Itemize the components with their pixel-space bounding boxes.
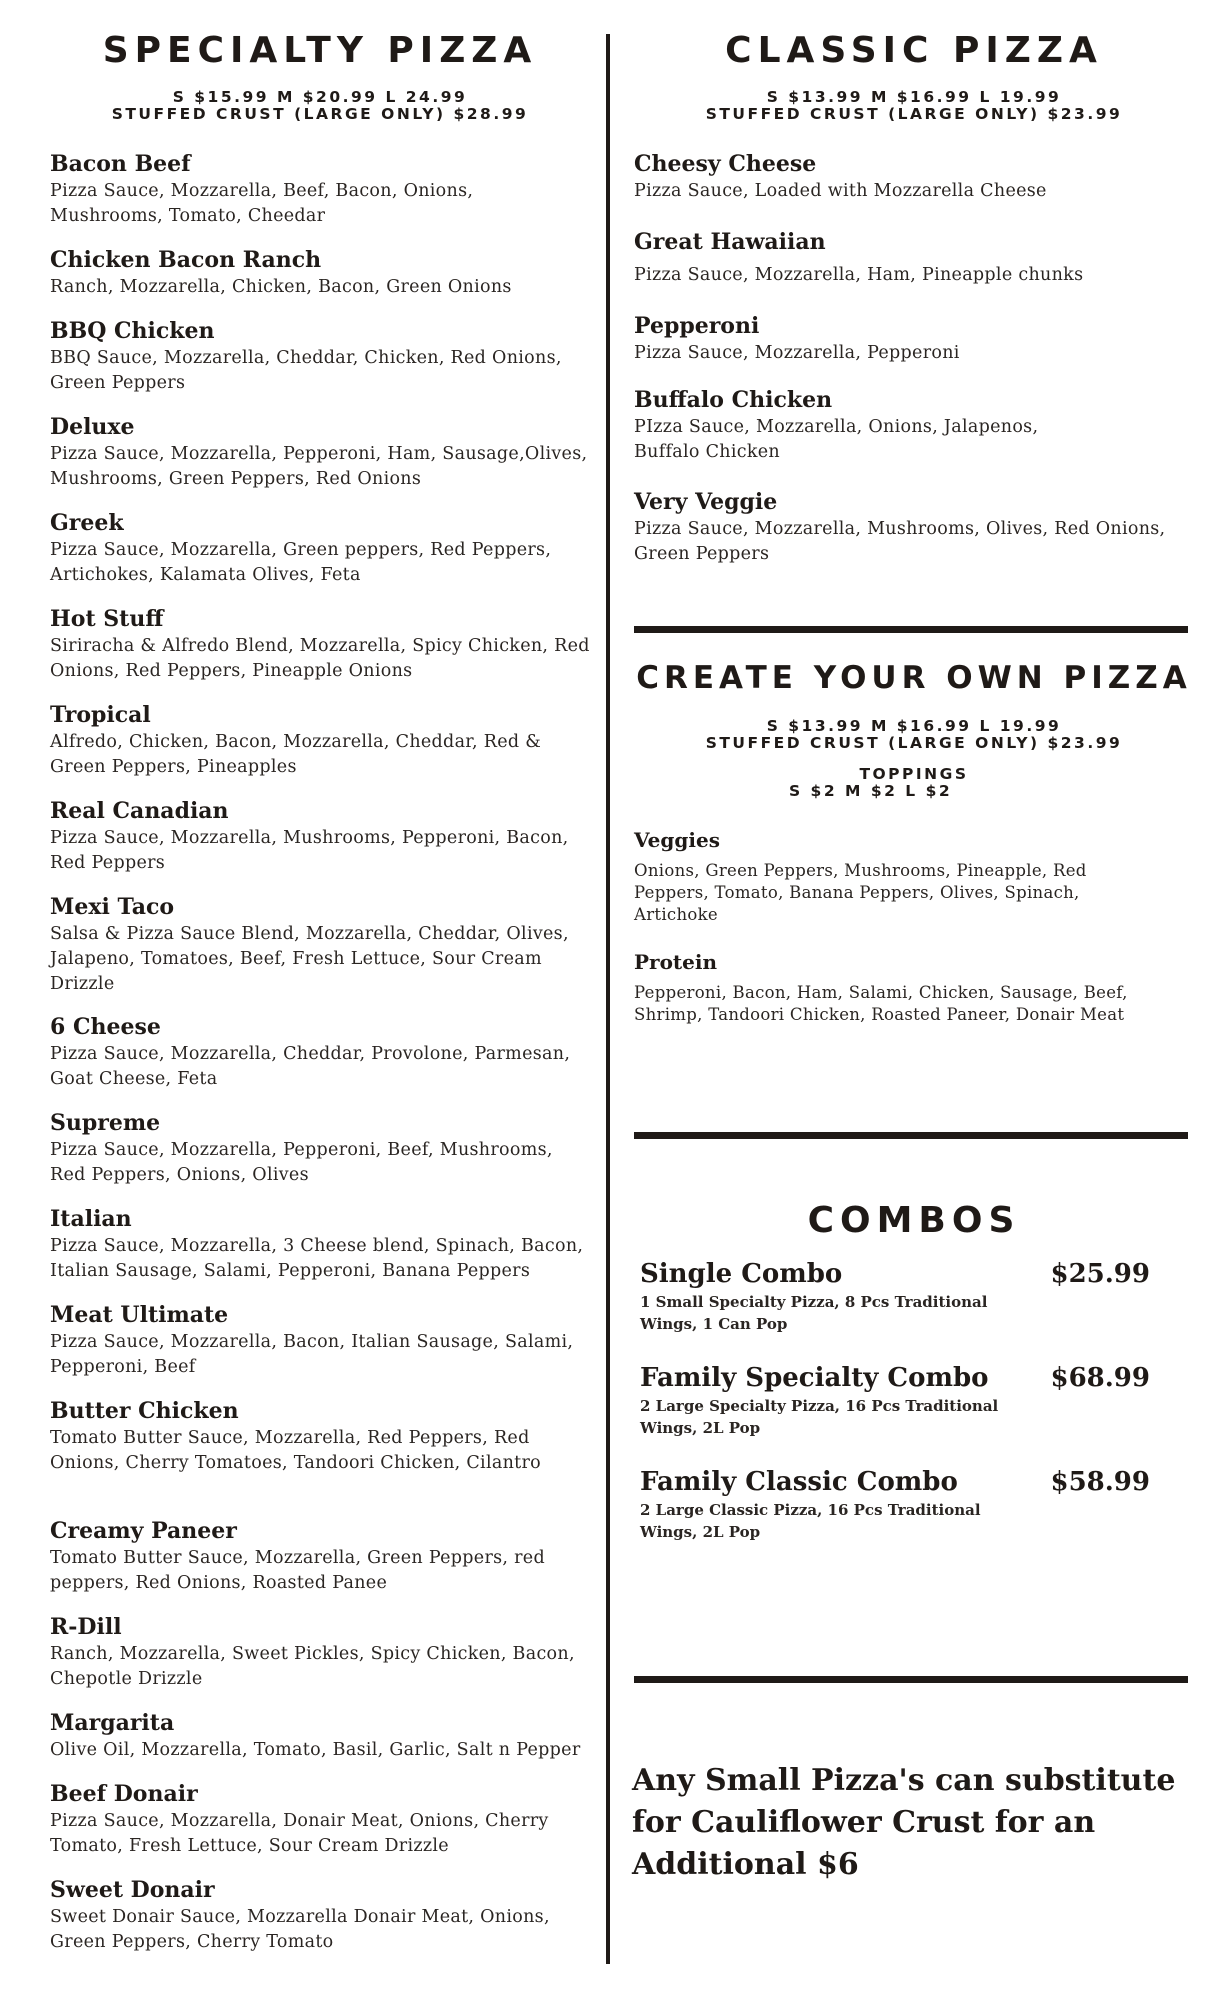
toppings-prices: S $2 M $2 L $2 <box>789 782 953 800</box>
item-desc: Olive Oil, Mozzarella, Tomato, Basil, Garlic, Salt n Pepper <box>50 1740 581 1760</box>
cauliflower-crust-note: Any Small Pizza's can substitute for Cauliflower Crust for an Additional $6 <box>632 1763 1176 1882</box>
combo-name: Family Specialty Combo <box>640 1363 989 1393</box>
combo-price: $68.99 <box>1050 1363 1150 1393</box>
menu-item <box>50 1396 590 1516</box>
section-divider <box>634 1132 1188 1139</box>
item-desc: Sweet Donair Sauce, Mozzarella Donair Meat, Onions, Green Peppers, Cherry Tomato <box>50 1907 550 1952</box>
menu-item <box>50 796 590 892</box>
item-name: Real Canadian <box>50 798 229 824</box>
item-desc: PIzza Sauce, Mozzarella, Onions, Jalapenos, Buffalo Chicken <box>634 417 1039 462</box>
create-stuffed-price: STUFFED CRUST (LARGE ONLY) $23.99 <box>705 734 1123 752</box>
menu-item <box>50 1012 590 1108</box>
item-desc: Pizza Sauce, Mozzarella, Ham, Pineapple chunks <box>634 265 1084 285</box>
menu-item <box>50 245 590 316</box>
item-desc: Pizza Sauce, Mozzarella, Mushrooms, Olives, Red Onions, Green Peppers <box>634 519 1166 564</box>
menu-item <box>50 1108 590 1204</box>
item-name: Cheesy Cheese <box>634 151 817 177</box>
item-name: Supreme <box>50 1110 161 1136</box>
item-desc: Pizza Sauce, Mozzarella, Green peppers, Red Peppers, Artichokes, Kalamata Olives, Feta <box>50 540 552 585</box>
combos-title: COMBOS <box>807 1200 1021 1241</box>
combo-price: $25.99 <box>1050 1259 1150 1289</box>
combo-price: $58.99 <box>1050 1467 1150 1497</box>
create-prices: S $13.99 M $16.99 L 19.99 <box>766 717 1062 735</box>
item-name: Pepperoni <box>634 313 760 339</box>
toppings-label: TOPPINGS <box>859 765 969 783</box>
combo-item <box>640 1361 1150 1465</box>
item-desc: Pizza Sauce, Mozzarella, Beef, Bacon, Onions, Mushrooms, Tomato, Cheedar <box>50 181 474 226</box>
specialty-pizza-section <box>50 30 590 1971</box>
item-name: Great Hawaiian <box>634 229 826 255</box>
item-name: Sweet Donair <box>50 1877 215 1903</box>
item-desc: Pizza Sauce, Mozzarella, Pepperoni, Ham, Sausage,Olives, Mushrooms, Green Peppers, Red Onions <box>50 444 588 489</box>
combo-item <box>640 1465 1150 1569</box>
item-name: Tropical <box>50 702 151 728</box>
item-desc: Pizza Sauce, Mozzarella, Donair Meat, Onions, Cherry Tomato, Fresh Lettuce, Sour Cream Drizzle <box>50 1811 549 1856</box>
menu-item <box>50 892 590 1012</box>
section-divider <box>634 626 1188 633</box>
item-desc: Salsa & Pizza Sauce Blend, Mozzarella, Cheddar, Olives, Jalapeno, Tomatoes, Beef, Fresh Lettuce, Sour Cream Drizzle <box>50 924 569 994</box>
menu-item <box>634 149 1194 227</box>
specialty-title: SPECIALTY PIZZA <box>102 30 538 71</box>
veggies-label: Veggies <box>634 828 720 852</box>
item-name: R-Dill <box>50 1614 122 1640</box>
item-name: Butter Chicken <box>50 1398 239 1424</box>
menu-item <box>634 227 1194 311</box>
classic-stuffed-price: STUFFED CRUST (LARGE ONLY) $23.99 <box>705 105 1123 123</box>
combo-desc: 1 Small Specialty Pizza, 8 Pcs Traditional Wings, 1 Can Pop <box>640 1293 988 1333</box>
item-name: 6 Cheese <box>50 1014 161 1040</box>
item-desc: Pizza Sauce, Mozzarella, Bacon, Italian Sausage, Salami, Pepperoni, Beef <box>50 1332 574 1377</box>
item-name: Italian <box>50 1206 132 1232</box>
menu-item <box>50 149 590 245</box>
item-name: Mexi Taco <box>50 894 175 920</box>
column-divider <box>606 34 610 1964</box>
menu-item <box>50 1708 590 1779</box>
item-name: Chicken Bacon Ranch <box>50 247 322 273</box>
veggies-list: Onions, Green Peppers, Mushrooms, Pineapple, Red Peppers, Tomato, Banana Peppers, Olives, Spinach, Artichoke <box>634 861 1087 924</box>
menu-item <box>50 1516 590 1612</box>
menu-item <box>50 1612 590 1708</box>
menu-item <box>634 385 1194 487</box>
item-name: Bacon Beef <box>50 151 191 177</box>
protein-list: Pepperoni, Bacon, Ham, Salami, Chicken, Sausage, Beef, Shrimp, Tandoori Chicken, Roasted Paneer, Donair Meat <box>634 983 1128 1024</box>
menu-item <box>50 1204 590 1300</box>
item-desc: Siriracha & Alfredo Blend, Mozzarella, Spicy Chicken, Red Onions, Red Peppers, Pineapple Onions <box>50 636 590 681</box>
combo-item <box>640 1257 1150 1361</box>
item-name: BBQ Chicken <box>50 318 215 344</box>
menu-item <box>50 1300 590 1396</box>
specialty-stuffed-price: STUFFED CRUST (LARGE ONLY) $28.99 <box>111 105 529 123</box>
combo-name: Family Classic Combo <box>640 1467 958 1497</box>
item-name: Deluxe <box>50 414 135 440</box>
item-desc: Pizza Sauce, Mozzarella, 3 Cheese blend, Spinach, Bacon, Italian Sausage, Salami, Pepperoni, Banana Peppers <box>50 1236 584 1281</box>
menu-item <box>50 1875 590 1971</box>
item-name: Margarita <box>50 1710 175 1736</box>
protein-label: Protein <box>634 950 718 974</box>
item-desc: Pizza Sauce, Mozzarella, Pepperoni <box>634 343 960 363</box>
item-name: Hot Stuff <box>50 606 164 632</box>
item-desc: Pizza Sauce, Loaded with Mozzarella Cheese <box>634 181 1047 201</box>
item-desc: Ranch, Mozzarella, Chicken, Bacon, Green Onions <box>50 277 512 297</box>
combo-desc: 2 Large Classic Pizza, 16 Pcs Traditional Wings, 2L Pop <box>640 1501 981 1541</box>
create-your-own-section <box>634 660 1194 1026</box>
menu-item <box>634 487 1194 583</box>
menu-item <box>50 1779 590 1875</box>
item-desc: Pizza Sauce, Mozzarella, Pepperoni, Beef, Mushrooms, Red Peppers, Onions, Olives <box>50 1140 553 1185</box>
create-title: CREATE YOUR OWN PIZZA <box>636 660 1192 696</box>
classic-prices: S $13.99 M $16.99 L 19.99 <box>766 88 1062 106</box>
item-name: Meat Ultimate <box>50 1302 229 1328</box>
item-name: Beef Donair <box>50 1781 198 1807</box>
menu-item <box>50 316 590 412</box>
combo-desc: 2 Large Specialty Pizza, 16 Pcs Traditional Wings, 2L Pop <box>640 1397 999 1437</box>
item-desc: Tomato Butter Sauce, Mozzarella, Green Peppers, red peppers, Red Onions, Roasted Panee <box>50 1548 545 1593</box>
item-name: Buffalo Chicken <box>634 387 833 413</box>
combos-section <box>634 1200 1194 1569</box>
menu-item <box>50 604 590 700</box>
menu-item <box>50 412 590 508</box>
specialty-prices: S $15.99 M $20.99 L 24.99 <box>172 88 468 106</box>
item-desc: BBQ Sauce, Mozzarella, Cheddar, Chicken, Red Onions, Green Peppers <box>50 348 562 393</box>
classic-title: CLASSIC PIZZA <box>725 30 1103 71</box>
item-name: Very Veggie <box>634 489 778 515</box>
item-name: Greek <box>50 510 124 536</box>
item-desc: Alfredo, Chicken, Bacon, Mozzarella, Cheddar, Red & Green Peppers, Pineapples <box>50 732 542 777</box>
menu-item <box>634 311 1194 385</box>
classic-pizza-section <box>634 30 1194 583</box>
combo-name: Single Combo <box>640 1259 843 1289</box>
item-desc: Tomato Butter Sauce, Mozzarella, Red Peppers, Red Onions, Cherry Tomatoes, Tandoori Chicken, Cilantro <box>50 1428 541 1473</box>
item-desc: Ranch, Mozzarella, Sweet Pickles, Spicy Chicken, Bacon, Chepotle Drizzle <box>50 1644 575 1689</box>
menu-item <box>50 508 590 604</box>
item-desc: Pizza Sauce, Mozzarella, Cheddar, Provolone, Parmesan, Goat Cheese, Feta <box>50 1044 571 1089</box>
menu-item <box>50 700 590 796</box>
item-desc: Pizza Sauce, Mozzarella, Mushrooms, Pepperoni, Bacon, Red Peppers <box>50 828 569 873</box>
section-divider <box>634 1676 1188 1683</box>
item-name: Creamy Paneer <box>50 1518 237 1544</box>
